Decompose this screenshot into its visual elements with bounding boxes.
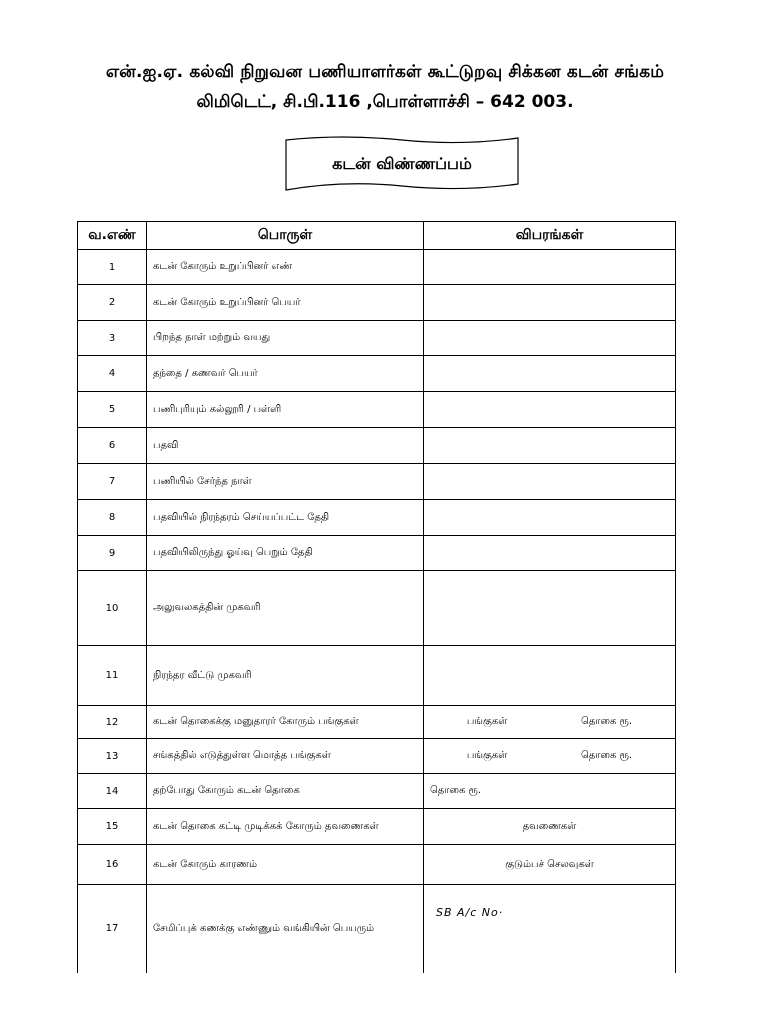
table-row [78,809,676,845]
row-label: பதவி [147,428,424,464]
table-row [78,739,676,774]
bank-account-field[interactable] [424,885,676,973]
row-number: 17 [78,885,147,973]
row-label: சேமிப்புக் கணக்கு எண்ணும் வங்கியின் பெயரும் [147,885,424,973]
row-label: தற்போது கோரும் கடன் தொகை [147,774,424,809]
form-title-banner [282,134,522,196]
total-shares-field[interactable] [424,739,676,774]
row-number: 5 [78,392,147,428]
row-number: 6 [78,428,147,464]
shares-label: பங்குகள் [466,750,508,761]
row-number: 11 [78,646,147,706]
row-label: பணியில் சேர்ந்த நாள் [147,464,424,500]
office-address-field[interactable] [424,571,676,646]
amount-label: தொகை ரூ. [581,716,633,727]
row-label: கடன் தொகை கட்டி முடிக்கக் கோரும் தவணைகள் [147,809,424,845]
row-label: தந்தை / கணவர் பெயர் [147,356,424,392]
table-row [78,356,676,392]
row-number: 1 [78,250,147,285]
row-number: 3 [78,321,147,356]
row-label: பிறந்த நாள் மற்றும் வயது [147,321,424,356]
row-label: கடன் கோரும் காரணம் [147,845,424,885]
row-number: 10 [78,571,147,646]
row-number: 14 [78,774,147,809]
row-number: 8 [78,500,147,536]
table-row [78,464,676,500]
society-name-line2: லிமிடெட், சி.பி.116 ,பொள்ளாச்சி – 642 003. [196,92,574,112]
table-row [78,428,676,464]
header-subject: பொருள் [147,222,424,250]
handwritten-account-note: SB A/c No· [436,906,504,920]
table-row [78,285,676,321]
table-header-row [78,222,676,250]
amount-label: தொகை ரூ. [581,750,633,761]
installments-field[interactable]: தவணைகள் [424,809,676,845]
shares-label: பங்குகள் [466,716,508,727]
confirmation-date-field[interactable] [424,500,676,536]
father-husband-name-field[interactable] [424,356,676,392]
table-row [78,646,676,706]
row-number: 16 [78,845,147,885]
member-name-field[interactable] [424,285,676,321]
table-row [78,392,676,428]
retirement-date-field[interactable] [424,536,676,571]
row-label: கடன் தொகைக்கு மனுதாரர் கோரும் பங்குகள் [147,706,424,739]
row-label: கடன் கோரும் உறுப்பினர் எண் [147,250,424,285]
row-label: பணிபுரியும் கல்லூரி / பள்ளி [147,392,424,428]
row-label: பதவியில் நிரந்தரம் செய்யப்பட்ட தேதி [147,500,424,536]
form-title: கடன் விண்ணப்பம் [332,154,472,173]
loan-application-table [77,221,676,973]
table-row [78,500,676,536]
row-number: 13 [78,739,147,774]
row-number: 9 [78,536,147,571]
header-serial-no: வ.எண் [78,222,147,250]
requested-shares-field[interactable] [424,706,676,739]
row-label: பதவியிலிருந்து ஓய்வு பெறும் தேதி [147,536,424,571]
table-row [78,845,676,885]
table-row [78,536,676,571]
row-number: 15 [78,809,147,845]
row-number: 4 [78,356,147,392]
row-number: 2 [78,285,147,321]
society-name-line1: என்.ஐ.ஏ. கல்வி நிறுவன பணியாளர்கள் கூட்டுறவு சிக்கன கடன் சங்கம் [105,62,665,82]
row-number: 12 [78,706,147,739]
table-row [78,571,676,646]
table-row [78,321,676,356]
row-number: 7 [78,464,147,500]
header-details: விபரங்கள் [424,222,676,250]
row-label: சங்கத்தில் எடுத்துள்ள மொத்த பங்குகள் [147,739,424,774]
member-number-field[interactable] [424,250,676,285]
row-label: அலுவலகத்தின் முகவரி [147,571,424,646]
loan-reason-field[interactable]: குடும்பச் செலவுகள் [424,845,676,885]
home-address-field[interactable] [424,646,676,706]
table-row [78,885,676,973]
table-row [78,250,676,285]
row-label: கடன் கோரும் உறுப்பினர் பெயர் [147,285,424,321]
college-school-field[interactable] [424,392,676,428]
loan-amount-field[interactable]: தொகை ரூ. [424,774,676,809]
row-label: நிரந்தர வீட்டு முகவரி [147,646,424,706]
designation-field[interactable] [424,428,676,464]
joining-date-field[interactable] [424,464,676,500]
dob-age-field[interactable] [424,321,676,356]
table-row [78,706,676,739]
table-row [78,774,676,809]
